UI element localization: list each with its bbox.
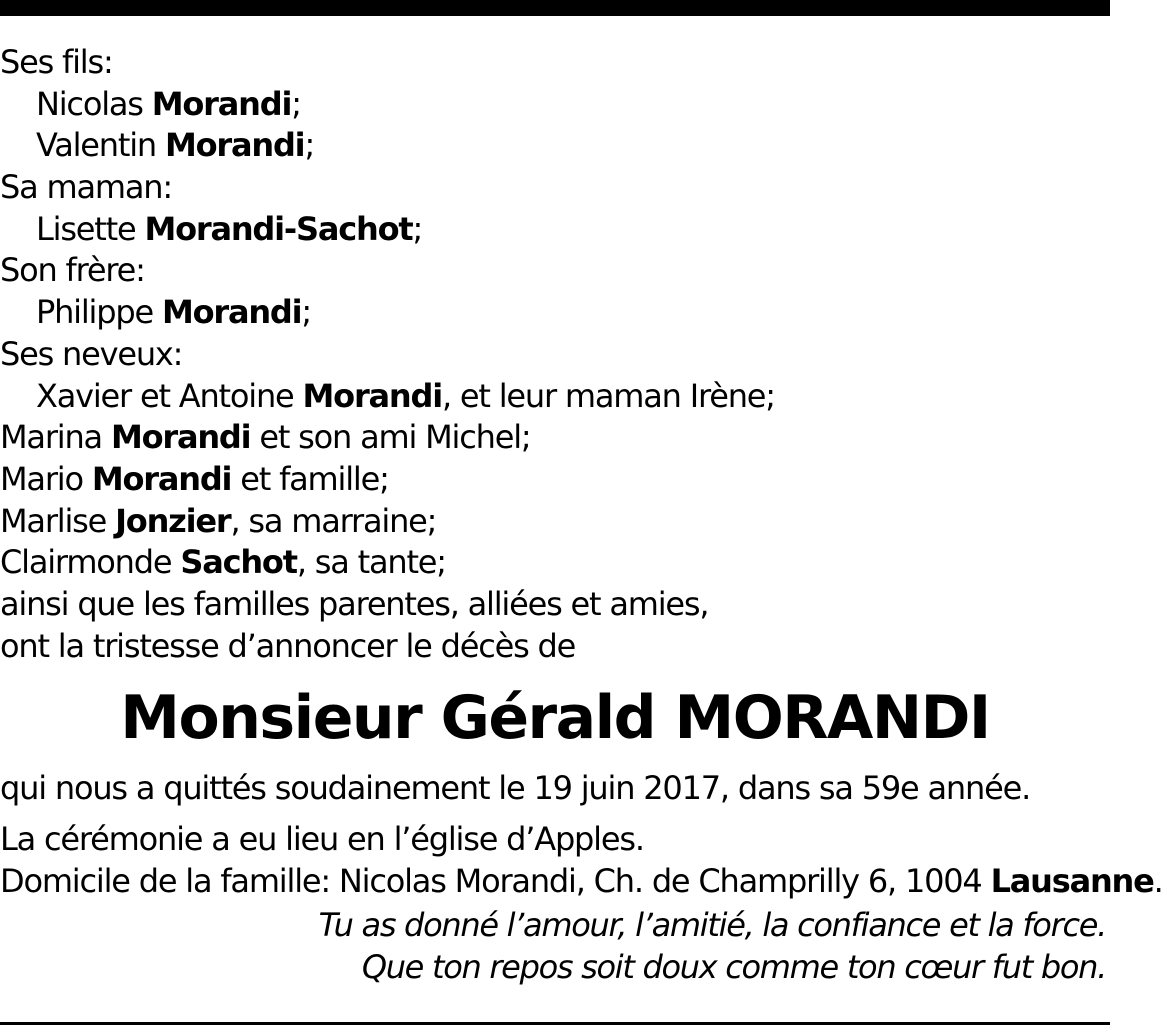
brother-label: Son frère: xyxy=(0,251,145,290)
sons-label: Ses fils: xyxy=(0,43,113,81)
closing-line-2: ont la tristesse d’annoncer le décès de xyxy=(0,626,576,665)
bottom-border-rule xyxy=(0,1022,1110,1025)
quote-line-1: Tu as donné l’amour, l’amitié, la confiance et la force. xyxy=(318,906,1106,945)
family-member-line: Mario Morandi et famille; xyxy=(0,459,389,498)
family-member-line: Philippe Morandi; xyxy=(36,293,311,332)
death-notice: qui nous a quittés soudainement le 19 juin 2017, dans sa 59e année. xyxy=(0,769,1031,808)
top-border-rule xyxy=(0,0,1110,16)
family-member-line: Clairmonde Sachot, sa tante; xyxy=(0,543,446,582)
surname: Sachot xyxy=(180,543,297,582)
domicile-city: Lausanne xyxy=(990,862,1154,901)
surname: Morandi xyxy=(161,293,302,332)
family-member-line: Marlise Jonzier, sa marraine; xyxy=(0,501,437,540)
mother-label: Sa maman: xyxy=(0,168,172,207)
surname: Morandi xyxy=(151,84,292,123)
domicile-info: Domicile de la famille: Nicolas Morandi, Ch. de Champrilly 6, 1004 Lausanne. xyxy=(0,862,1163,901)
surname: Morandi xyxy=(164,126,305,165)
nephews-label: Ses neveux: xyxy=(0,334,183,373)
surname: Morandi xyxy=(302,376,442,415)
surname: Jonzier xyxy=(115,501,231,540)
family-member-line: Xavier et Antoine Morandi, et leur maman Irène; xyxy=(36,376,775,415)
ceremony-info: La cérémonie a eu lieu en l’église d’Apples. xyxy=(0,820,644,859)
family-member-line: Nicolas Morandi; xyxy=(36,84,301,123)
deceased-name: Monsieur Gérald MORANDI xyxy=(120,683,990,754)
surname: Morandi xyxy=(91,459,232,498)
closing-line-1: ainsi que les familles parentes, alliées et amies, xyxy=(0,584,709,623)
quote-line-2: Que ton repos soit doux comme ton cœur fut bon. xyxy=(361,948,1106,987)
surname: Morandi xyxy=(110,418,251,457)
obituary-notice xyxy=(0,42,1163,988)
family-member-line: Valentin Morandi; xyxy=(36,126,315,165)
family-member-line: Lisette Morandi-Sachot; xyxy=(36,209,423,248)
surname: Morandi-Sachot xyxy=(144,209,413,248)
family-member-line: Marina Morandi et son ami Michel; xyxy=(0,418,531,457)
